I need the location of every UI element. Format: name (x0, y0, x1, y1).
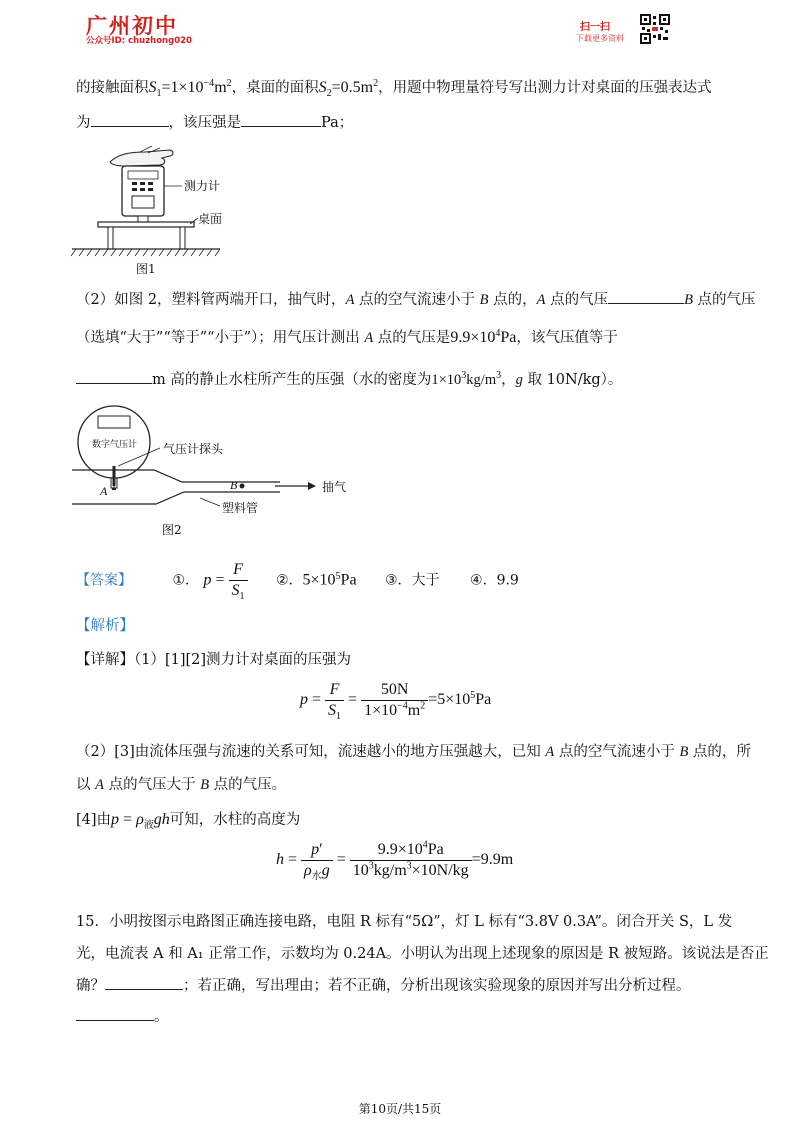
q15-line3: 确？ ；若正确，写出理由；若不正确，分析出现该实验现象的原因并写出分析过程。 (76, 978, 691, 994)
fig1-label-desk: 桌面 (198, 212, 223, 226)
q15-line4: 。 (76, 1005, 169, 1026)
scan-label: 扫一扫 (580, 22, 610, 33)
answer-blank-1[interactable] (91, 113, 169, 127)
fig1-caption: 图1 (136, 262, 156, 276)
q15-line1: 15．小明按图示电路图正确连接电路，电阻 R 标有“5Ω”，灯 L 标有“3.8V 0.3A”。闭合开关 S，L 发 (76, 914, 733, 930)
fig2-tube-label: 塑料管 (222, 501, 259, 515)
p2-line2: （选填“大于”“等于”“小于”）；用气压计测出 A 点的气压是$9.9\times 10^4Pa$，该气压值等于 (76, 328, 618, 346)
p2-line1: （2）如图 2，塑料管两端开口，抽气时，A 点的空气流速小于 B 点的，A 点的气压 B 点的气压 (76, 292, 756, 308)
brand-logo: 广州初中 (86, 14, 178, 38)
p1-line1: 的接触面积$S_1=1\times 10^{-4}m^2$，桌面的面积$S_2=0.5m^2$，用题中物理量符号写出测力计对桌面的压强表达式 (76, 78, 712, 99)
figure-1-diagram (70, 140, 250, 270)
answer-blank-5[interactable] (105, 976, 183, 990)
equation-1: p = $\frac{F}{S_1}$ = $\frac{50N}{1\times 10^{-4}m^2}$ $=5\times 10^5Pa$ (300, 681, 492, 723)
analysis-tag: 【解析】 (76, 618, 134, 634)
answer-line: 【答案】 ①． p = $\frac{F}{S_1}$ ②．$5\times 10^5Pa$ ③．大于 ④．9.9 (76, 561, 519, 603)
answer-blank-6[interactable] (76, 1007, 154, 1021)
answer-blank-2[interactable] (241, 113, 321, 127)
p2-line3: m 高的静止水柱所产生的压强（水的密度为$1\times 10^3kg/m^3$，g 取 10N/kg）。 (76, 368, 622, 389)
answer-blank-3[interactable] (608, 290, 684, 304)
fig2-probe-label: 气压计探头 (163, 442, 224, 456)
scan-sub-label: 下载更多资料 (576, 34, 624, 43)
figure-2-diagram (70, 400, 370, 540)
analysis-line1: 【详解】（1）[1][2]测力计对桌面的压强为 (76, 652, 352, 668)
p1-line2: 为 ，该压强是 Pa； (76, 115, 354, 131)
fig1-label-meter: 测力计 (184, 179, 221, 193)
analysis-line2: （2）[3]由流体压强与流速的关系可知，流速越小的地方压强越大，已知 A 点的空气流速小于 B 点的，所 (76, 744, 751, 760)
answer-blank-4[interactable] (76, 370, 152, 384)
analysis-line3: 以 A 点的气压大于 B 点的气压。 (76, 777, 287, 793)
qr-code-icon (640, 14, 670, 44)
page-number: 第10页/共15页 (358, 1102, 442, 1116)
fig2-caption: 图2 (162, 523, 182, 537)
q15-line2: 光，电流表 A 和 A₁ 正常工作，示数均为 0.24A。小明认为出现上述现象的原因是 R 被短路。该说法是否正 (76, 946, 769, 962)
fig2-point-b: B (230, 478, 238, 492)
fig2-gauge-label: 数字气压计 (92, 440, 138, 450)
fig2-point-a: A (100, 484, 108, 498)
analysis-line4: [4]由$p = \rho_液gh$可知，水柱的高度为 (76, 811, 301, 831)
answer-tag: 【答案】 (76, 572, 132, 589)
fig2-pump-label: 抽气 (322, 480, 347, 494)
equation-2: h = $\frac{p'}{\rho_水g}$ = $\frac{9.9\times 10^4Pa}{10^3kg/m^3\times 10N/kg}$ =9.9m (276, 839, 514, 883)
account-id: 公众号ID: chuzhong020 (86, 36, 192, 46)
